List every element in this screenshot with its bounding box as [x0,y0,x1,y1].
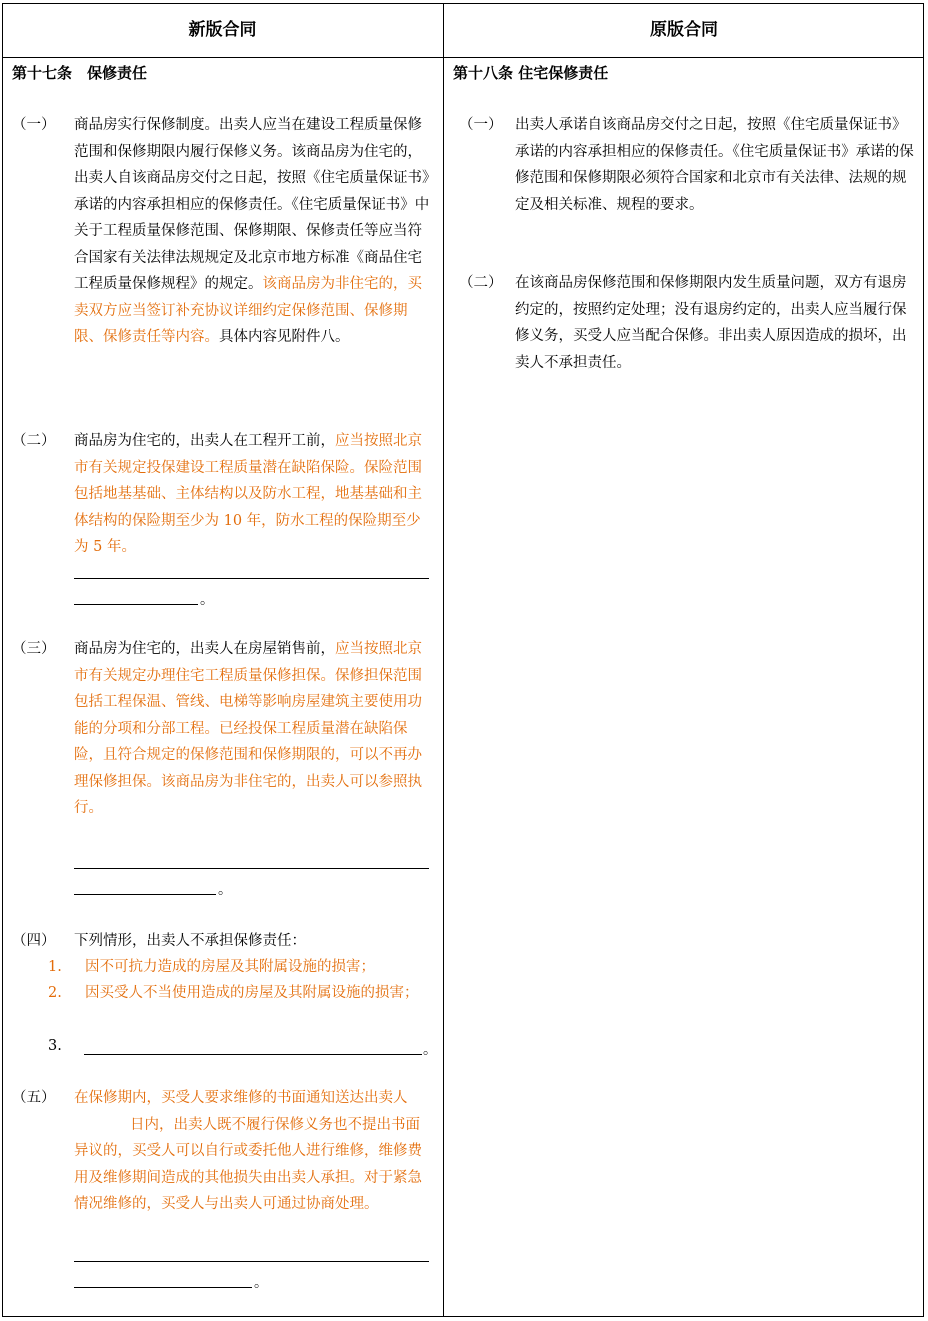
new-item-3-end-mark: 。 [218,882,232,898]
old-item-1-marker: （一） [459,117,503,133]
new-item-1-text-end: 具体内容见附件八。 [219,329,350,345]
new-item-2-blank-line-1[interactable] [74,578,429,579]
new-article-title: 第十七条 保修责任 [12,64,148,82]
old-item-1-text: 出卖人承诺自该商品房交付之日起，按照《住宅质量保证书》承诺的内容承担相应的保修责任。《住宅质量保证书》承诺的保修范围和保修期限必须符合国家和北京市有关法律、法规的规定及相关标准、规程的要求。 [515,117,914,213]
new-item-3-blank-line-1[interactable] [74,868,429,869]
new-item-4-sub-3-num: 3. [48,1038,62,1054]
header-divider [2,57,924,58]
new-item-4-text: 下列情形，出卖人不承担保修责任： [74,933,306,949]
new-item-4-sub-1-text: 因不可抗力造成的房屋及其附属设施的损害； [85,959,375,975]
new-item-4-end-mark: 。 [423,1042,437,1058]
new-item-1-marker: （一） [12,117,56,133]
new-item-3-blank-line-2[interactable] [74,894,216,895]
new-item-1-highlight: 该商品房为非住宅的，买卖双方应当签订补充协议详细约定保修范围、保修期限、保修责任等内容。 [74,276,422,345]
new-item-5-text-b: 日内，出卖人既不履行保修义务也不提出书面异议的，买受人可以自行或委托他人进行维修，维修费用及维修期间造成的其他损失由出卖人承担。对于紧急情况维修的，买受人与出卖人可通过协商处理。 [74,1116,422,1212]
new-item-4-sub-2-num: 2. [48,985,62,1001]
new-item-4-sub-1-num: 1. [48,959,62,975]
new-item-2-text: 商品房为住宅的，出卖人在工程开工前， [74,433,335,449]
new-item-2-end-mark: 。 [200,592,214,608]
old-item-2-text: 在该商品房保修范围和保修期限内发生质量问题，双方有退房约定的，按照约定处理；没有退房约定的，出卖人应当履行保修义务，买受人应当配合保修。非出卖人原因造成的损坏，出卖人不承担责任。 [515,275,907,371]
new-item-4-sub-3-blank-line[interactable] [84,1054,422,1055]
old-article-title: 第十八条 住宅保修责任 [453,64,609,82]
new-item-2-blank-line-2[interactable] [74,604,198,605]
new-item-5-text-a: 在保修期内，买受人要求维修的书面通知送达出卖人 [74,1090,408,1106]
new-item-2-marker: （二） [12,433,56,449]
new-item-3-text: 商品房为住宅的，出卖人在房屋销售前， [74,641,335,657]
new-item-5-marker: （五） [12,1090,56,1106]
new-item-5-blank-line-1[interactable] [74,1261,429,1262]
new-item-5-blank-line-2[interactable] [74,1287,252,1288]
old-item-2-marker: （二） [459,275,503,291]
new-item-2-highlight: 应当按照北京市有关规定投保建设工程质量潜在缺陷保险。保险范围包括地基基础、主体结构以及防水工程，地基基础和主体结构的保险期至少为 10 年，防水工程的保险期至少为 5 年。 [74,433,422,555]
new-item-3-highlight: 应当按照北京市有关规定办理住宅工程质量保修担保。保修担保范围包括工程保温、管线、电梯等影响房屋建筑主要使用功能的分项和分部工程。已经投保工程质量潜在缺陷保险，且符合规定的保修范围和保修期限的，可以不再办理保修担保。该商品房为非住宅的，出卖人可以参照执行。 [74,641,422,816]
column-divider [443,3,444,1317]
header-new-contract: 新版合同 [188,20,257,40]
new-item-4-sub-2-text: 因买受人不当使用造成的房屋及其附属设施的损害； [85,985,419,1001]
new-item-1-text: 商品房实行保修制度。出卖人应当在建设工程质量保修范围和保修期限内履行保修义务。该商品房为住宅的，出卖人自该商品房交付之日起，按照《住宅质量保证书》承诺的内容承担相应的保修责任。《住宅质量保证书》中关于工程质量保修范围、保修期限、保修责任等应当符合国家有关法律法规规定及北京市地方标准《商品住宅工程质量保修规程》的规定。 [74,117,430,292]
new-item-4-marker: （四） [12,933,56,949]
header-old-contract: 原版合同 [650,20,718,40]
new-item-5-end-mark: 。 [254,1275,268,1291]
new-item-3-marker: （三） [12,641,56,657]
